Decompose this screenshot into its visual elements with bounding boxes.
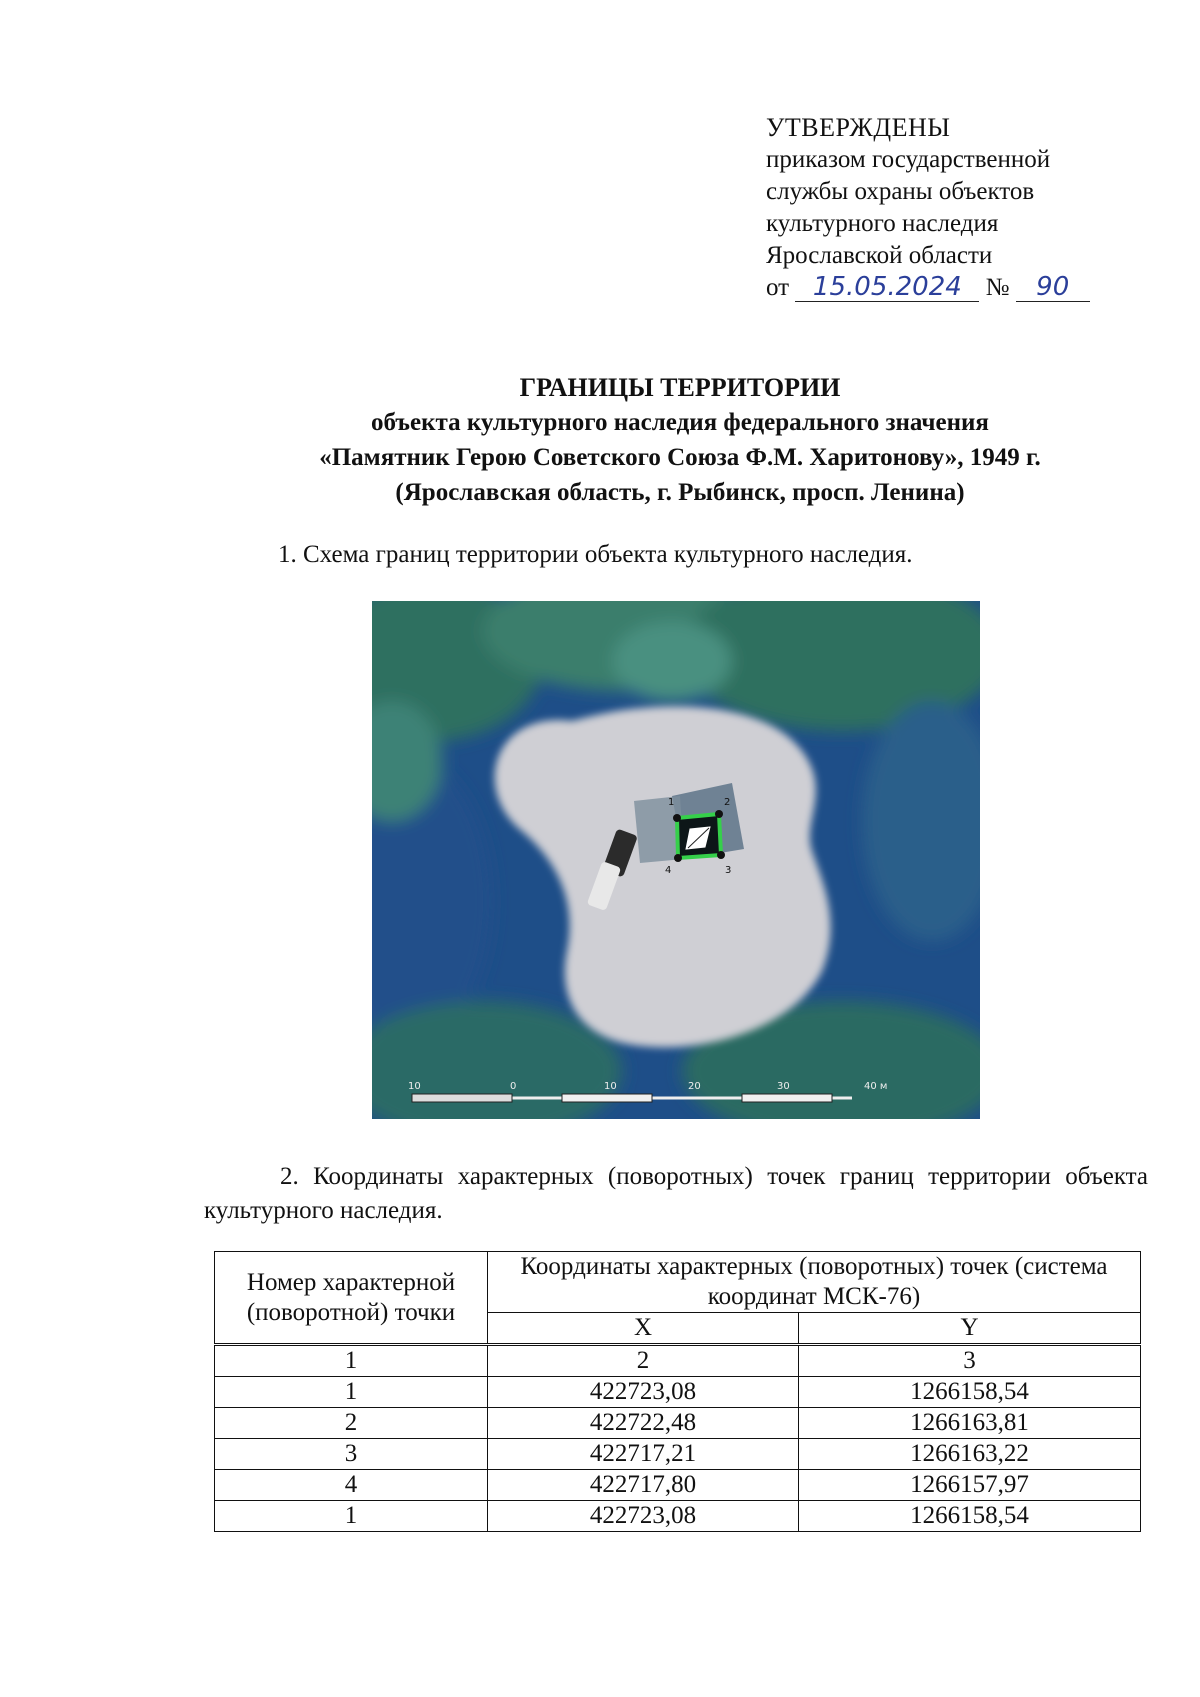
point-label: 4 [665, 865, 672, 876]
approval-line: культурного наследия [766, 210, 999, 237]
scale-label: 40 м [864, 1081, 888, 1092]
approval-line: приказом государственной [766, 146, 1051, 173]
point-number: 1 [215, 1501, 488, 1532]
coordinates-table [214, 1251, 1141, 1532]
section-1-heading: 1. Схема границ территории объекта культурного наследия. [278, 541, 913, 568]
point-label: 3 [725, 865, 732, 876]
col-y-header: Y [799, 1313, 1141, 1345]
point-number: 2 [215, 1408, 488, 1439]
x-coordinate: 422717,80 [488, 1470, 799, 1501]
table-header-row [215, 1252, 1141, 1313]
col-point-header: Номер характерной (поворотной) точки [215, 1252, 488, 1345]
approval-block [766, 112, 1126, 304]
point-label: 1 [668, 797, 675, 808]
section-2-heading: 2. Координаты характерных (поворотных) точек границ территории объекта культурного наследия. [204, 1163, 1148, 1224]
table-row [215, 1439, 1141, 1470]
y-coordinate: 1266163,81 [799, 1408, 1141, 1439]
document-title [200, 370, 1160, 510]
col-number: 1 [215, 1345, 488, 1377]
scale-label: 10 [604, 1081, 617, 1092]
title-line: «Памятник Герою Советского Союза Ф.М. Харитонову», 1949 г. [319, 444, 1041, 471]
number-prefix: № [985, 274, 1010, 301]
approval-heading: УТВЕРЖДЕНЫ [766, 113, 951, 142]
point-number: 1 [215, 1377, 488, 1408]
y-coordinate: 1266158,54 [799, 1501, 1141, 1532]
point-label: 2 [724, 797, 731, 808]
point-number: 3 [215, 1439, 488, 1470]
scale-label: 0 [510, 1081, 517, 1092]
scale-label: 20 [688, 1081, 701, 1092]
title-main: ГРАНИЦЫ ТЕРРИТОРИИ [519, 373, 841, 402]
title-line: объекта культурного наследия федерального значения [371, 409, 989, 436]
approval-line: Ярославской области [766, 242, 993, 269]
col-number: 2 [488, 1345, 799, 1377]
table-column-numbers [215, 1345, 1141, 1377]
table-row [215, 1501, 1141, 1532]
y-coordinate: 1266158,54 [799, 1377, 1141, 1408]
approval-date-line [766, 272, 1126, 304]
table-row [215, 1408, 1141, 1439]
scale-label: 30 [777, 1081, 790, 1092]
map-svg [372, 601, 980, 1119]
x-coordinate: 422717,21 [488, 1439, 799, 1470]
date-prefix: от [766, 274, 790, 301]
approval-number: 90 [1016, 273, 1090, 302]
x-coordinate: 422723,08 [488, 1501, 799, 1532]
col-number: 3 [799, 1345, 1141, 1377]
title-line: (Ярославская область, г. Рыбинск, просп. Ленина) [395, 479, 965, 506]
approval-line: службы охраны объектов [766, 178, 1035, 205]
point-number: 4 [215, 1470, 488, 1501]
y-coordinate: 1266157,97 [799, 1470, 1141, 1501]
approval-date: 15.05.2024 [795, 273, 979, 302]
col-group-header: Координаты характерных (поворотных) точек (система координат МСК-76) [488, 1252, 1141, 1313]
col-x-header: X [488, 1313, 799, 1345]
x-coordinate: 422723,08 [488, 1377, 799, 1408]
boundary-map [372, 601, 980, 1119]
table-row [215, 1377, 1141, 1408]
y-coordinate: 1266163,22 [799, 1439, 1141, 1470]
scale-label: 10 [408, 1081, 421, 1092]
table-row [215, 1470, 1141, 1501]
x-coordinate: 422722,48 [488, 1408, 799, 1439]
